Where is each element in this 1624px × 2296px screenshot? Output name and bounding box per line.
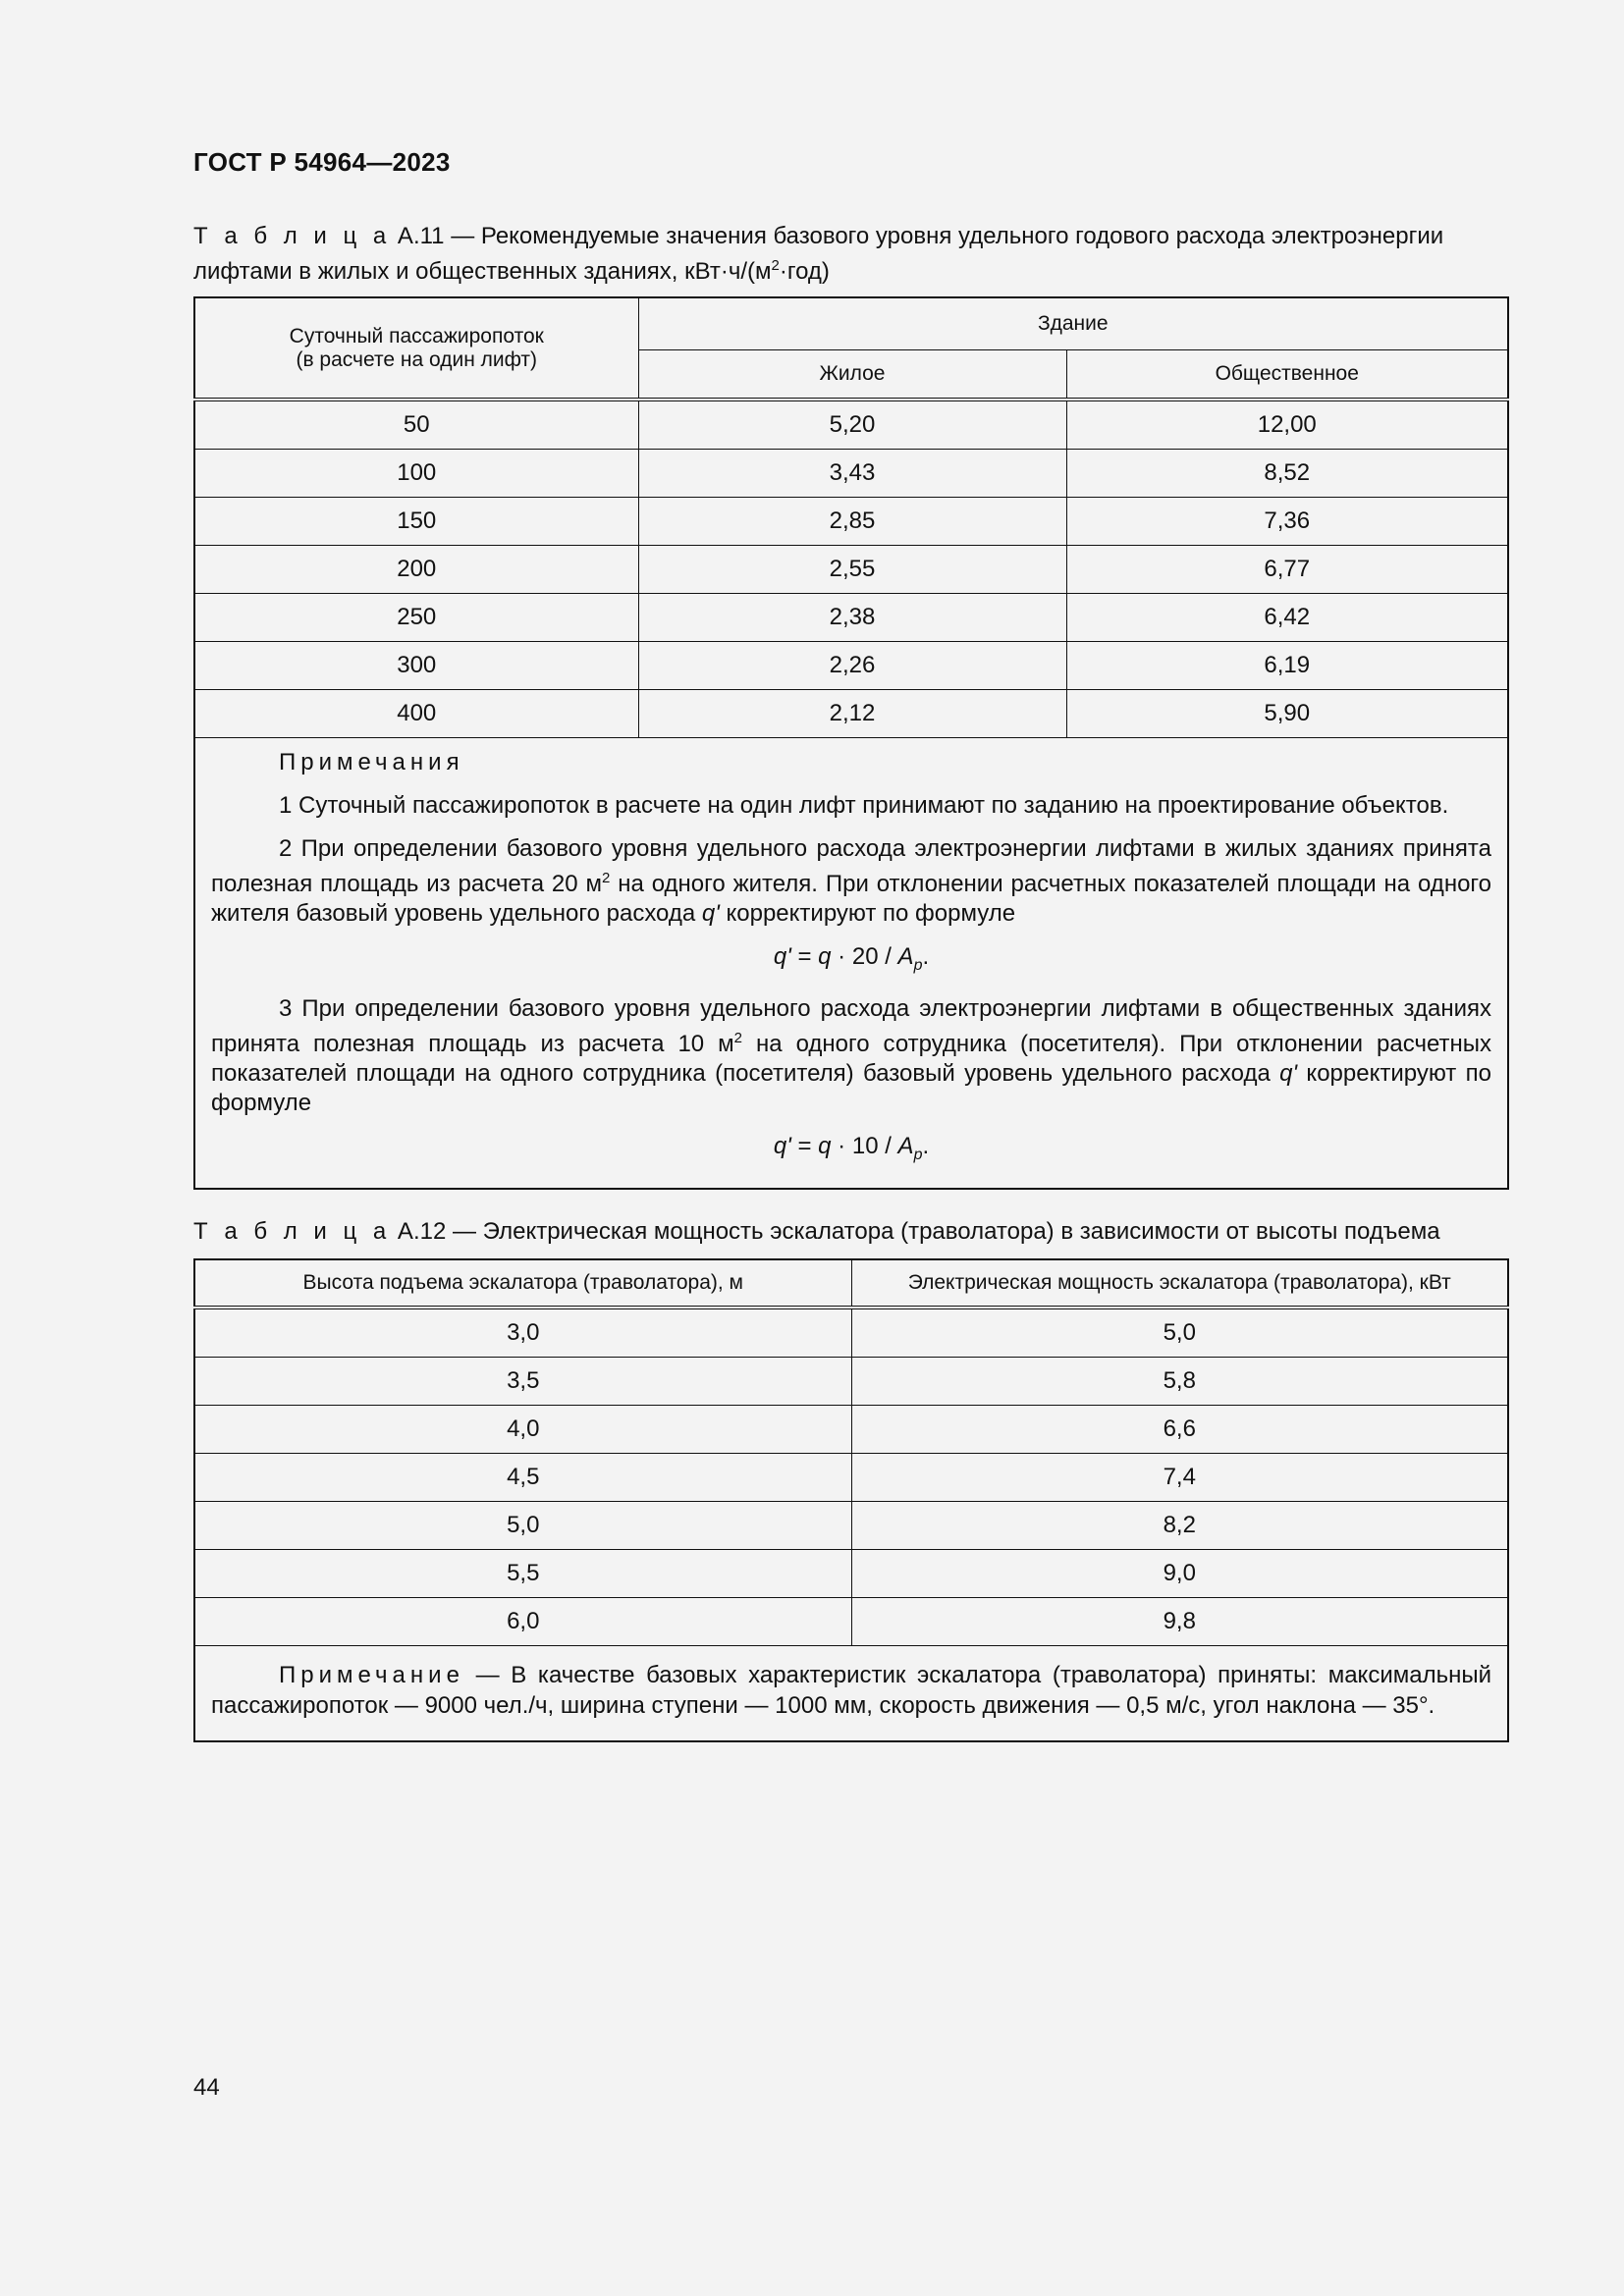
table-row [194, 1550, 1508, 1598]
table-row [194, 400, 1508, 450]
note-text: — В качестве базовых характеристик эскалатора (траволатора) приняты: максимальный пассажиропоток — 9000 чел./ч, ширина ступени — 1000 мм, скорость движения — 0,5 м/с, угол наклона — 35°. [211, 1662, 1491, 1719]
page-number: 44 [193, 2074, 220, 2101]
table-label: Т а б л и ц а [193, 223, 392, 249]
cell-power: 5,0 [851, 1308, 1508, 1358]
formula-2-a: A [897, 1132, 914, 1159]
table-row [194, 1358, 1508, 1406]
cell-public: 12,00 [1066, 400, 1508, 450]
table-row [194, 1406, 1508, 1454]
table-row [194, 1454, 1508, 1502]
cell-public: 8,52 [1066, 450, 1508, 498]
formula-2-rest: · 10 / [831, 1132, 898, 1159]
formula-1-a: A [897, 943, 914, 970]
cell-residential: 5,20 [638, 400, 1066, 450]
cell-height: 3,5 [194, 1358, 851, 1406]
formula-2-end: . [922, 1132, 930, 1159]
formula-2 [211, 1132, 1491, 1170]
cell-height: 5,0 [194, 1502, 851, 1550]
table-row [194, 498, 1508, 546]
note-label: Примечание [279, 1662, 464, 1688]
note-3-text-a: 3 При определении базового уровня удельного расхода электроэнергии лифтами в общественных зданиях принята полезная площадь из расчета 10 м [211, 994, 1491, 1057]
header-height: Высота подъема эскалатора (траволатора), м [194, 1259, 851, 1308]
cell-flow: 50 [194, 400, 638, 450]
cell-public: 6,19 [1066, 642, 1508, 690]
note-2-superscript: 2 [602, 870, 611, 886]
cell-height: 3,0 [194, 1308, 851, 1358]
header-power: Электрическая мощность эскалатора (траволатора), кВт [851, 1259, 1508, 1308]
note-1: 1 Суточный пассажиропоток в расчете на один лифт принимают по заданию на проектирование объектов. [279, 792, 1449, 819]
cell-residential: 2,38 [638, 594, 1066, 642]
caption-superscript: 2 [771, 257, 780, 274]
cell-public: 7,36 [1066, 498, 1508, 546]
cell-height: 6,0 [194, 1598, 851, 1646]
table-a11 [193, 296, 1509, 1190]
header-public: Общественное [1066, 350, 1508, 400]
document-code-header: ГОСТ Р 54964—2023 [193, 147, 451, 177]
header-passenger-flow-line1: Суточный пассажиропоток [289, 324, 544, 347]
table-a12 [193, 1258, 1509, 1742]
note-3-text-c: корректируют по формуле [211, 1059, 1491, 1116]
cell-power: 5,8 [851, 1358, 1508, 1406]
cell-flow: 200 [194, 546, 638, 594]
cell-height: 4,5 [194, 1454, 851, 1502]
table-row [194, 1502, 1508, 1550]
table-row [194, 450, 1508, 498]
cell-power: 7,4 [851, 1454, 1508, 1502]
formula-1-equals: = [790, 943, 819, 970]
formula-2-subscript: p [913, 1146, 923, 1163]
cell-flow: 100 [194, 450, 638, 498]
cell-public: 6,77 [1066, 546, 1508, 594]
cell-height: 5,5 [194, 1550, 851, 1598]
header-residential: Жилое [638, 350, 1066, 400]
table-a11-notes [194, 738, 1508, 1189]
table-row [194, 546, 1508, 594]
table-a11-caption [193, 222, 1509, 287]
note-2-symbol: q' [701, 900, 720, 927]
cell-flow: 400 [194, 690, 638, 738]
notes-title: Примечания [279, 749, 464, 775]
note-3 [211, 994, 1491, 1118]
cell-power: 8,2 [851, 1502, 1508, 1550]
cell-residential: 2,85 [638, 498, 1066, 546]
formula-2-q: q [818, 1132, 832, 1159]
caption-text: А.12 — Электрическая мощность эскалатора (траволатора) в зависимости от высоты подъема [391, 1218, 1440, 1245]
cell-power: 9,8 [851, 1598, 1508, 1646]
header-building: Здание [638, 297, 1508, 350]
cell-residential: 2,26 [638, 642, 1066, 690]
table-row [194, 594, 1508, 642]
header-passenger-flow-line2: (в расчете на один лифт) [296, 347, 538, 371]
note-2 [211, 834, 1491, 929]
note-2-text-b: на одного жителя. При отклонении расчетных показателей площади на одного жителя базовый уровень удельного расхода [211, 871, 1491, 927]
cell-residential: 2,55 [638, 546, 1066, 594]
formula-1-lhs: q' [773, 943, 791, 970]
note-3-symbol: q' [1279, 1059, 1298, 1087]
table-label: Т а б л и ц а [193, 1218, 392, 1245]
formula-2-equals: = [790, 1132, 819, 1159]
cell-power: 9,0 [851, 1550, 1508, 1598]
header-passenger-flow [194, 297, 638, 400]
table-row [194, 1598, 1508, 1646]
formula-1 [211, 942, 1491, 981]
table-a12-caption [193, 1217, 1509, 1247]
note-3-superscript: 2 [733, 1029, 742, 1046]
caption-end: ·год) [779, 258, 830, 285]
cell-residential: 3,43 [638, 450, 1066, 498]
cell-height: 4,0 [194, 1406, 851, 1454]
formula-2-lhs: q' [773, 1132, 791, 1159]
formula-1-rest: · 20 / [831, 943, 898, 970]
formula-1-subscript: p [913, 956, 923, 974]
cell-flow: 250 [194, 594, 638, 642]
formula-1-end: . [922, 943, 930, 970]
cell-residential: 2,12 [638, 690, 1066, 738]
cell-public: 5,90 [1066, 690, 1508, 738]
cell-public: 6,42 [1066, 594, 1508, 642]
cell-flow: 150 [194, 498, 638, 546]
cell-flow: 300 [194, 642, 638, 690]
formula-1-q: q [818, 943, 832, 970]
cell-power: 6,6 [851, 1406, 1508, 1454]
table-row [194, 642, 1508, 690]
table-row [194, 1308, 1508, 1358]
table-a12-note [194, 1646, 1508, 1742]
note-2-text-a: 2 При определении базового уровня удельного расхода электроэнергии лифтами в жилых зданиях принята полезная площадь из расчета 20 м [211, 835, 1491, 897]
caption-text: А.11 — Рекомендуемые значения базового уровня удельного годового расхода электроэнергии лифтами в жилых и общественных зданиях, кВт·ч/(м [193, 223, 1444, 285]
note-3-text-b: на одного сотрудника (посетителя). При отклонении расчетных показателей площади на одного сотрудника (посетителя) базовый уровень удельного расхода [211, 1030, 1491, 1087]
note-2-text-c: корректируют по формуле [719, 900, 1016, 927]
table-row [194, 690, 1508, 738]
